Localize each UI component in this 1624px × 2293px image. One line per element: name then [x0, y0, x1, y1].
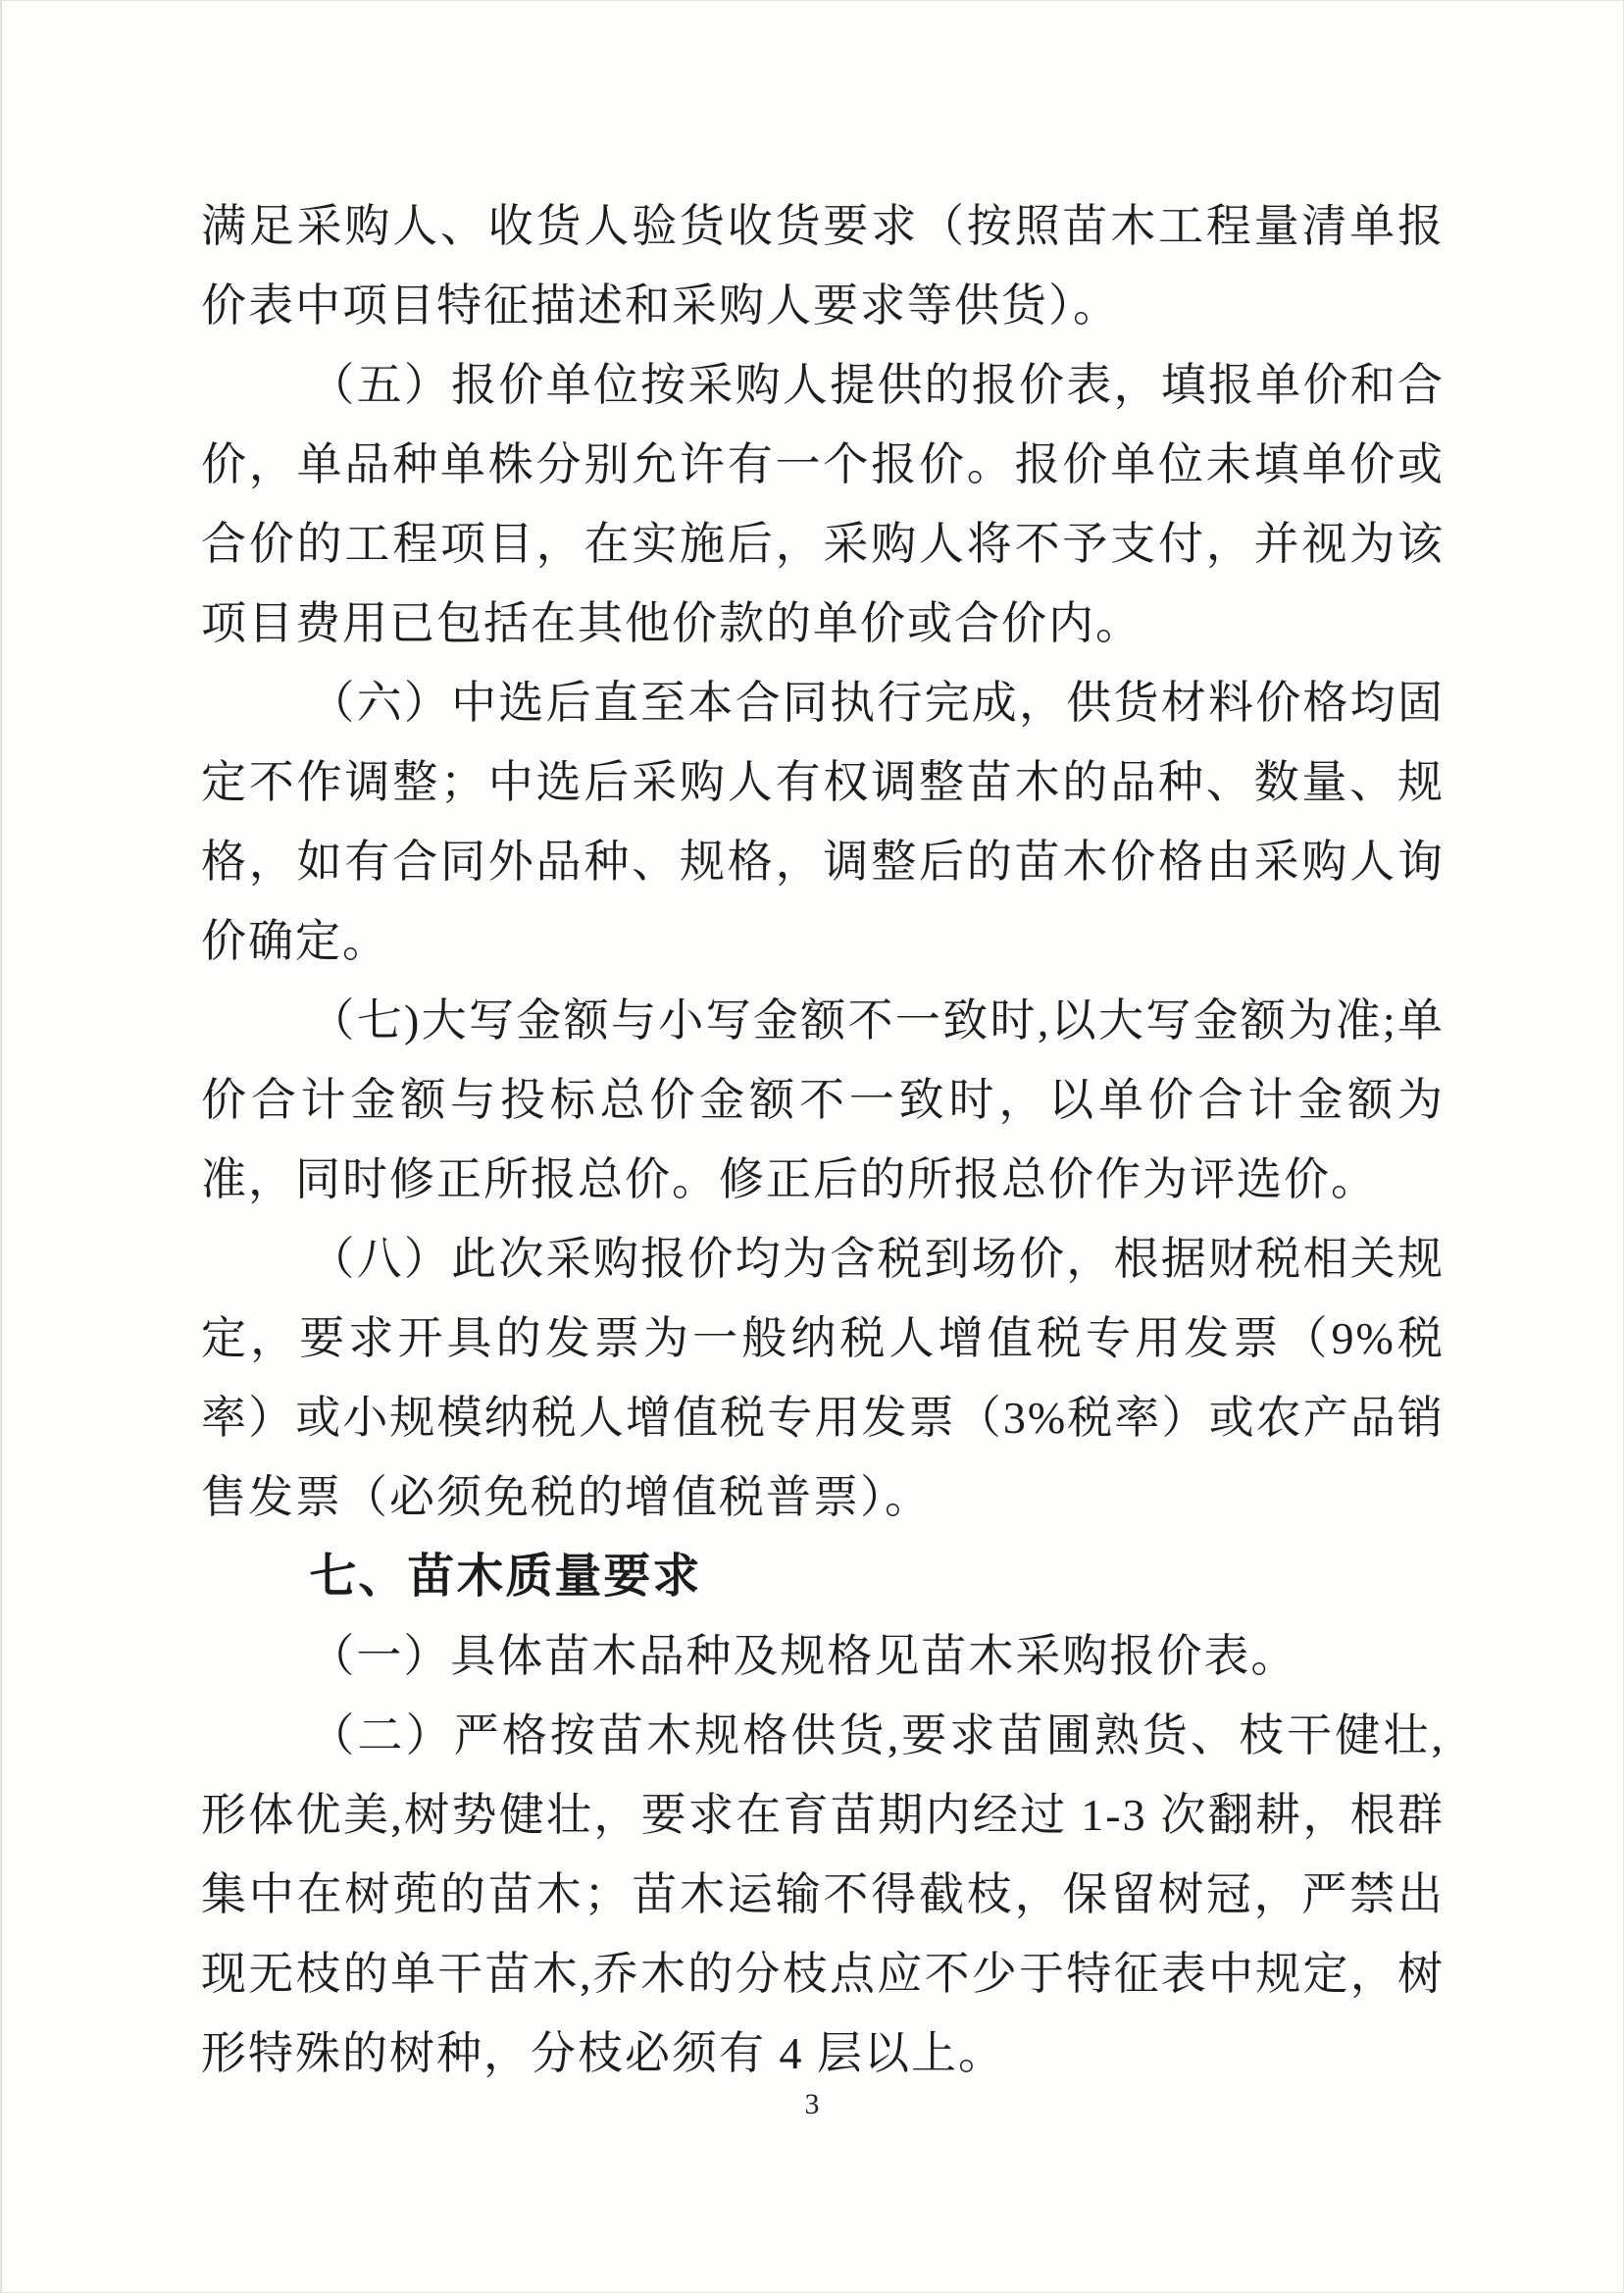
document-body: [201, 186, 1445, 2093]
page-number: 3: [804, 2088, 820, 2120]
paragraph-continuation: 满足采购人、收货人验货收货要求（按照苗木工程量清单报价表中项目特征描述和采购人要求等供货）。: [201, 201, 1445, 331]
section-heading-seedling-quality: 七、苗木质量要求: [309, 1551, 702, 1603]
paragraph-item-2: （二）严格按苗木规格供货,要求苗圃熟货、枝干健壮,形体优美,树势健壮，要求在育苗期内经过 1-3 次翻耕，根群集中在树蔸的苗木；苗木运输不得截枝，保留树冠，严禁出现无枝的单干苗木,乔木的分枝点应不少于特征表中规定，树形特殊的树种，分枝必须有 4 层以上。: [201, 1710, 1445, 2078]
paragraph-item-1: （一）具体苗木品种及规格见苗木采购报价表。: [309, 1631, 1298, 1681]
paragraph-item-8: （八）此次采购报价均为含税到场价，根据财税相关规定，要求开具的发票为一般纳税人增值税专用发票（9%税率）或小规模纳税人增值税专用发票（3%税率）或农产品销售发票（必须免税的增值税普票）。: [201, 1234, 1445, 1522]
paragraph-item-6: （六）中选后直至本合同执行完成，供货材料价格均固定不作调整；中选后采购人有权调整苗木的品种、数量、规格，如有合同外品种、规格，调整后的苗木价格由采购人询价确定。: [201, 678, 1445, 966]
paragraph-item-5: （五）报价单位按采购人提供的报价表，填报单价和合价，单品种单株分别允许有一个报价。报价单位未填单价或合价的工程项目，在实施后，采购人将不予支付，并视为该项目费用已包括在其他价款的单价或合价内。: [201, 360, 1445, 648]
paragraph-item-7: （七)大写金额与小写金额不一致时,以大写金额为准;单价合计金额与投标总价金额不一致时，以单价合计金额为准，同时修正所报总价。修正后的所报总价作为评选价。: [201, 995, 1445, 1204]
